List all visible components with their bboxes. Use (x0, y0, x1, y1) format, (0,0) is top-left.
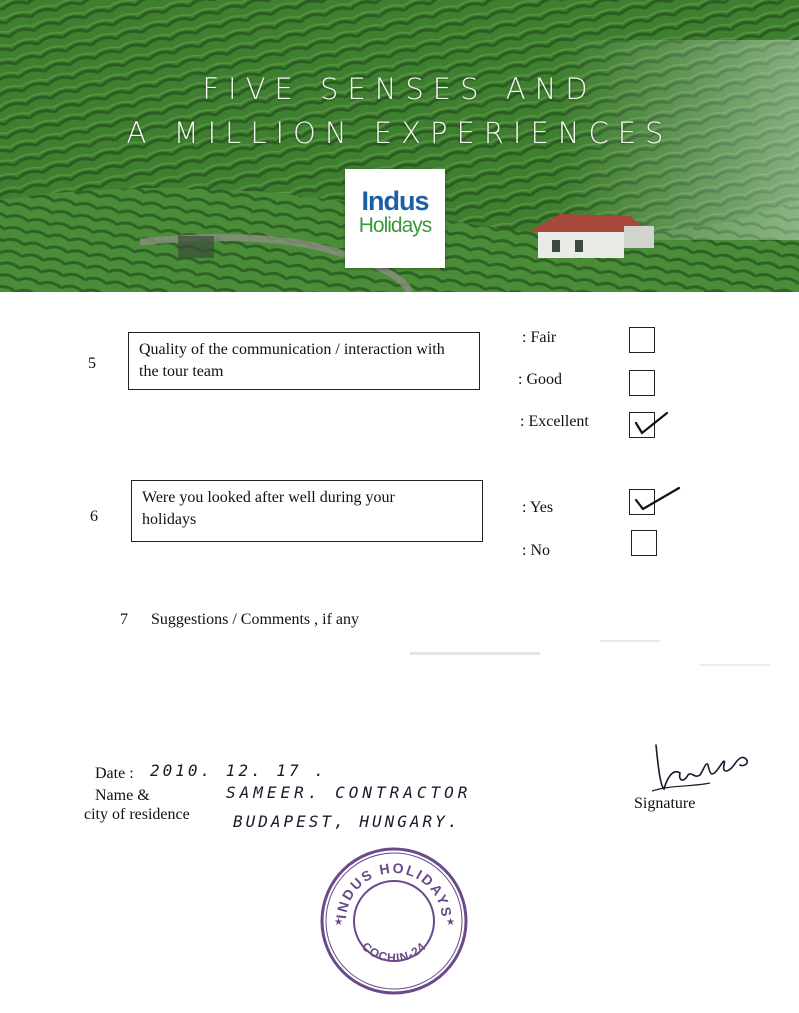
option-fair-label: : Fair (522, 329, 557, 346)
question-5-number: 5 (88, 355, 96, 372)
question-6-text: Were you looked after well during your holidays (142, 489, 395, 528)
scan-artifact (410, 652, 540, 655)
seal-bottom-text: COCHIN-24 (359, 939, 429, 966)
scan-artifact (600, 640, 660, 642)
checkbox-fair[interactable] (629, 327, 655, 353)
checkbox-no[interactable] (631, 530, 657, 556)
name-value: SAMEER. CONTRACTOR (226, 783, 472, 802)
option-excellent-label: : Excellent (520, 413, 589, 430)
option-yes-label: : Yes (522, 499, 554, 516)
city-value: BUDAPEST, HUNGARY. (233, 812, 461, 831)
banner-headline-line2: A MILLION EXPERIENCES (126, 116, 673, 150)
logo-text-holidays: Holidays (358, 214, 432, 237)
checkbox-yes[interactable] (629, 489, 655, 515)
scan-artifact (700, 664, 770, 666)
question-5-text-box (128, 332, 480, 390)
question-6-number: 6 (90, 508, 98, 525)
date-value: 2010. 12. 17 . (150, 761, 327, 780)
svg-text:COCHIN-24 (359, 939, 429, 965)
seal-star-icon: ★ (334, 917, 343, 928)
checkmark-icon (627, 478, 683, 518)
city-label: city of residence (84, 806, 190, 823)
banner-headline-line1: FIVE SENSES AND (202, 72, 597, 106)
company-seal (318, 845, 470, 997)
question-5-text: Quality of the communication / interaction with the tour team (139, 341, 445, 380)
handwritten-signature (650, 735, 760, 795)
name-label: Name & (95, 787, 150, 804)
checkbox-good[interactable] (629, 370, 655, 396)
header-banner (0, 0, 799, 292)
checkmark-icon (627, 401, 671, 441)
option-no-label: : No (522, 542, 550, 559)
indus-holidays-logo (345, 169, 445, 268)
signature-label: Signature (634, 795, 696, 812)
comments-label: Suggestions / Comments , if any (151, 611, 359, 628)
question-6-text-box (131, 480, 483, 542)
seal-top-text: INDUS HOLIDAYS (333, 859, 456, 920)
option-good-label: : Good (518, 371, 562, 388)
checkbox-excellent[interactable] (629, 412, 655, 438)
date-label: Date : (95, 765, 134, 782)
comments-number: 7 (120, 611, 128, 628)
seal-star-icon: ★ (446, 917, 455, 928)
logo-text-indus: Indus (361, 186, 429, 216)
